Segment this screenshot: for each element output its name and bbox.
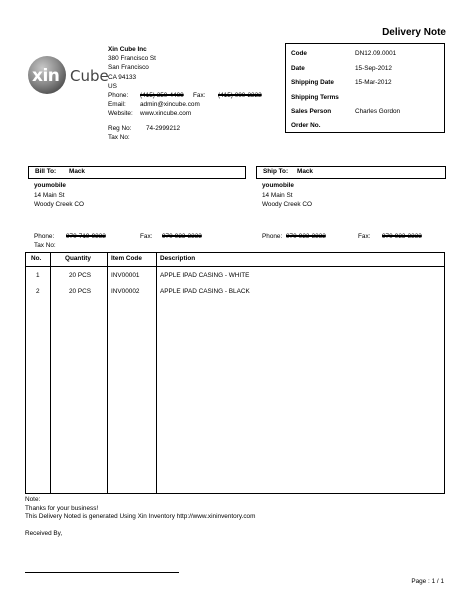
received-by-label: Received By,	[25, 530, 63, 537]
ship-to-header	[256, 166, 446, 179]
company-email-value: admin@xincube.com	[140, 101, 200, 109]
info-value: 15-Mar-2012	[355, 79, 392, 86]
company-website-value: www.xincube.com	[140, 110, 192, 118]
company-address-line: US	[108, 82, 117, 90]
bill-to-street: 14 Main St	[34, 191, 65, 199]
bill-to-address	[34, 182, 234, 211]
company-phone-label: Phone:	[108, 91, 129, 99]
table-header-item-code: Item Code	[111, 255, 142, 262]
company-address-line: 380 Francisco St	[108, 55, 156, 63]
ship-to-address	[262, 182, 442, 211]
bill-to-company: youmobile	[34, 182, 66, 189]
table-column-divider	[50, 253, 51, 493]
info-row-shipping-date	[291, 79, 441, 88]
table-cell-description: APPLE IPAD CASING - BLACK	[160, 288, 250, 295]
logo-mark-text: xin	[32, 66, 60, 86]
info-label: Sales Person	[291, 108, 332, 115]
bill-to-label: Bill To:	[35, 168, 57, 176]
table-cell-description: APPLE IPAD CASING - WHITE	[160, 272, 250, 279]
logo-mark	[28, 56, 66, 94]
company-name: Xin Cube Inc	[108, 46, 147, 53]
page-number: Page : 1 / 1	[411, 578, 444, 585]
company-phone-row	[108, 92, 278, 101]
document-title: Delivery Note	[382, 27, 446, 38]
info-row-date	[291, 65, 441, 74]
table-cell-no: 1	[36, 272, 40, 279]
bill-to-phone-value: 970-719-9332	[66, 233, 106, 240]
table-cell-quantity: 20 PCS	[69, 288, 92, 295]
company-fax-value: (415) 000-2222	[218, 91, 262, 99]
footer-notes	[25, 496, 445, 522]
table-column-divider	[156, 253, 157, 493]
bill-to-fax-value: 970-923-3333	[162, 233, 202, 240]
company-website-label: Website:	[108, 110, 133, 118]
table-header-description: Description	[160, 255, 196, 262]
bill-to-fax-label: Fax:	[140, 233, 153, 240]
company-reg-label: Reg No:	[108, 124, 132, 132]
info-value: Charles Gordon	[355, 108, 401, 115]
company-tax-label: Tax No:	[108, 133, 130, 141]
document-info-box	[285, 43, 445, 133]
info-row-sales-person	[291, 108, 441, 117]
company-fax-label: Fax:	[193, 91, 206, 99]
info-label: Code	[291, 50, 307, 57]
bill-to-header	[28, 166, 246, 179]
bill-to-tax-label: Tax No:	[34, 242, 56, 249]
note-label: Note:	[25, 496, 41, 503]
info-label: Date	[291, 65, 305, 72]
company-email-row	[108, 101, 278, 110]
ship-to-street: 14 Main St	[262, 191, 293, 199]
ship-to-fax-value: 970-923-3333	[382, 233, 422, 240]
table-cell-no: 2	[36, 288, 40, 295]
info-label: Shipping Date	[291, 79, 334, 86]
table-header-no: No.	[31, 255, 42, 262]
company-phone-value: (415) 350-4400	[140, 91, 184, 99]
company-website-row	[108, 110, 278, 119]
bill-to-phone-label: Phone:	[34, 233, 55, 240]
ship-to-label: Ship To:	[263, 168, 289, 176]
company-tax-row	[108, 134, 278, 143]
company-email-label: Email:	[108, 101, 126, 109]
thanks-text: Thanks for your business!	[25, 504, 99, 512]
company-reg-row	[108, 125, 278, 134]
ship-to-name: Mack	[297, 168, 313, 176]
info-value: 15-Sep-2012	[355, 65, 392, 72]
company-address-line: CA 94133	[108, 73, 137, 81]
items-table	[25, 252, 445, 494]
info-value: DN12.09.0001	[355, 50, 397, 57]
generated-text: This Delivery Noted is generated Using Xin Inventory http://www.xininventory.com	[25, 513, 256, 520]
table-header-divider	[26, 266, 444, 267]
info-label: Shipping Terms	[291, 94, 339, 101]
ship-to-phone-value: 970-923-3332	[286, 233, 326, 240]
info-label: Order No.	[291, 122, 321, 129]
ship-to-city: Woody Creek CO	[262, 201, 312, 208]
company-reg-value: 74-2999212	[146, 124, 181, 132]
table-header-quantity: Quantity	[65, 255, 91, 262]
info-row-code	[291, 50, 441, 59]
company-logo	[28, 56, 109, 94]
ship-to-company: youmobile	[262, 182, 294, 189]
table-column-divider	[107, 253, 108, 493]
logo-word: Cube	[70, 67, 109, 85]
info-row-order-no	[291, 122, 441, 131]
table-cell-code: INV00002	[111, 288, 140, 295]
info-row-shipping-terms	[291, 94, 441, 103]
bill-to-city: Woody Creek CO	[34, 201, 84, 208]
table-cell-quantity: 20 PCS	[69, 272, 92, 279]
company-details	[108, 46, 278, 143]
ship-to-fax-label: Fax:	[358, 233, 371, 240]
signature-line	[25, 572, 179, 573]
ship-to-phone-label: Phone:	[262, 233, 283, 240]
bill-to-name: Mack	[69, 168, 85, 176]
table-cell-code: INV00001	[111, 272, 140, 279]
company-address-line: San Francisco	[108, 64, 149, 72]
